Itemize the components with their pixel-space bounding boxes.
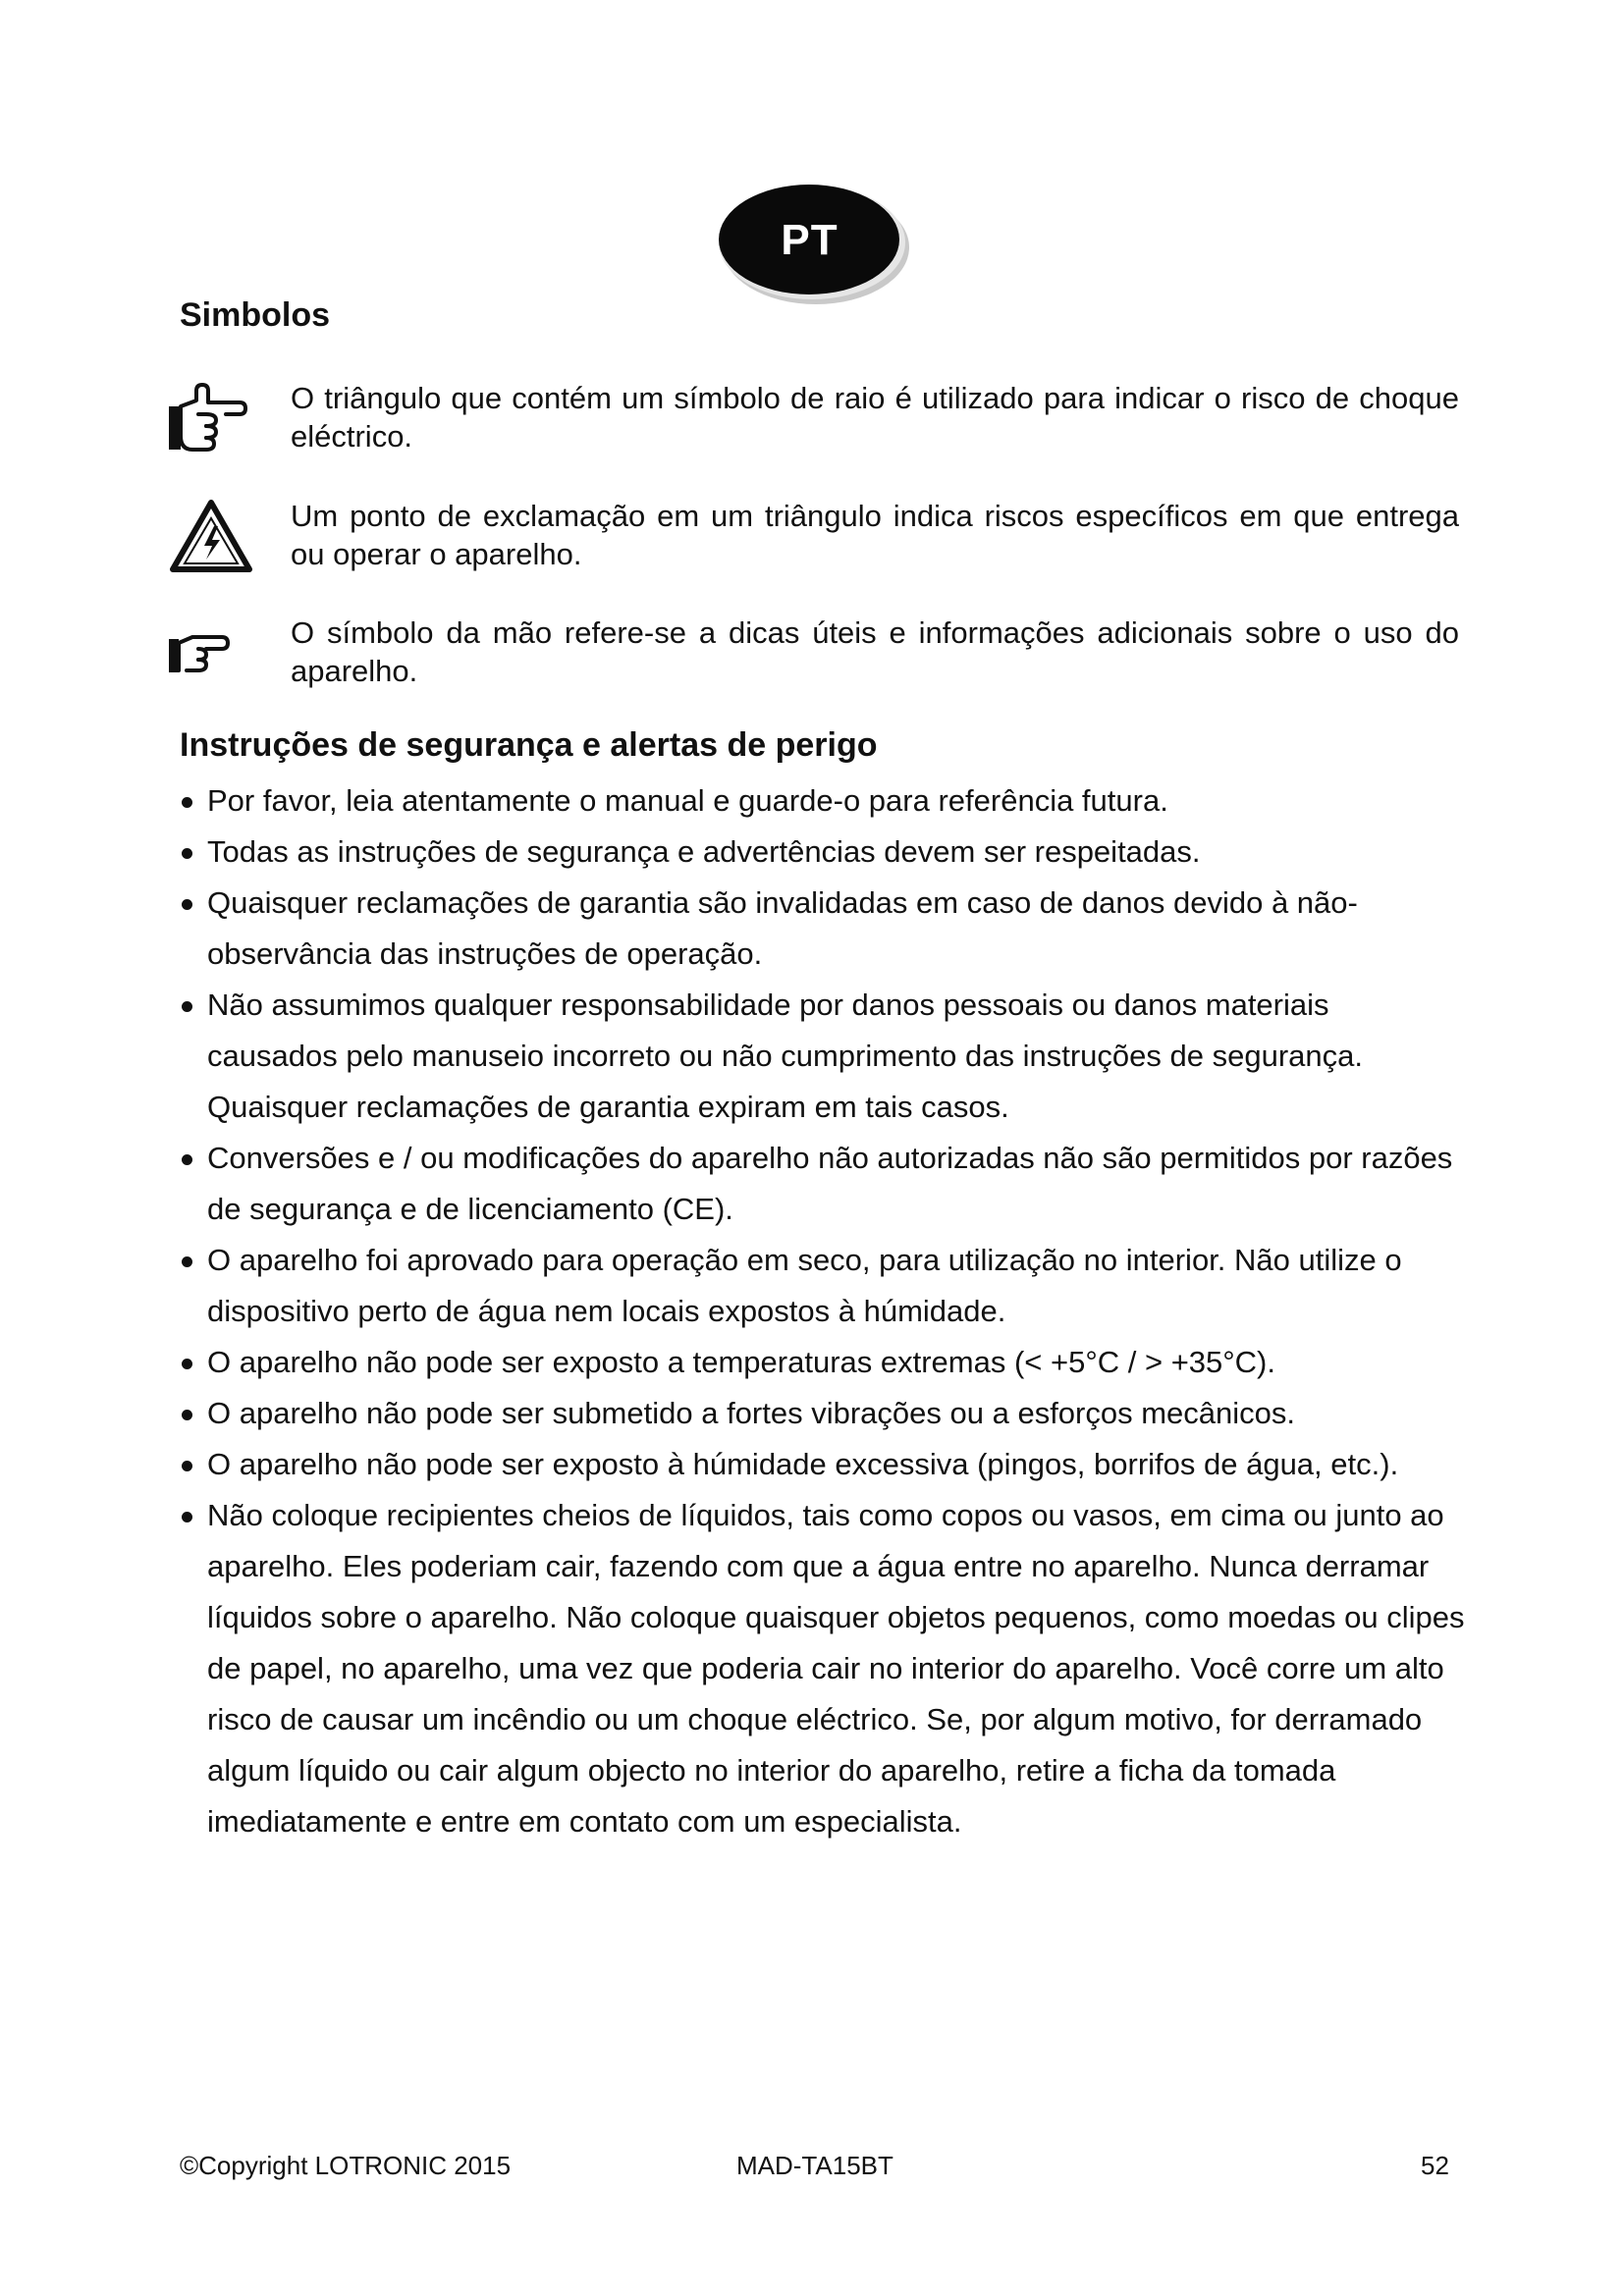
lightning-triangle-icon bbox=[167, 379, 255, 457]
language-badge bbox=[714, 183, 915, 312]
bullet-icon bbox=[182, 848, 192, 859]
safety-item-text: Todas as instruções de segurança e advertências devem ser respeitadas. bbox=[207, 834, 1201, 869]
safety-item-text: Por favor, leia atentamente o manual e guarde-o para referência futura. bbox=[207, 783, 1168, 818]
safety-item-text: Não assumimos qualquer responsabilidade por danos pessoais ou danos materiais causados pelo manuseio incorreto ou não cumprimento das instruções de segurança. Quaisquer reclamações de garantia expiram em tais casos. bbox=[207, 988, 1363, 1124]
safety-item bbox=[180, 1490, 1466, 1847]
safety-item bbox=[180, 1388, 1466, 1439]
symbol-description-hand: O símbolo da mão refere-se a dicas úteis e informações adicionais sobre o uso do aparelho. bbox=[291, 615, 1459, 688]
safety-item bbox=[180, 827, 1466, 878]
safety-item bbox=[180, 1133, 1466, 1235]
language-code: PT bbox=[781, 216, 839, 264]
symbol-description-lightning: O triângulo que contém um símbolo de raio é utilizado para indicar o risco de choque eléctrico. bbox=[291, 381, 1459, 454]
bullet-icon bbox=[182, 1256, 192, 1267]
bullet-icon bbox=[182, 1001, 192, 1012]
symbols-heading: Simbolos bbox=[180, 296, 331, 334]
footer-page-number: 52 bbox=[1421, 2151, 1449, 2180]
safety-list bbox=[180, 775, 1466, 1847]
bullet-icon bbox=[182, 1359, 192, 1369]
bullet-icon bbox=[182, 1154, 192, 1165]
bullet-icon bbox=[182, 1512, 192, 1522]
symbol-description-exclamation: Um ponto de exclamação em um triângulo indica riscos específicos em que entrega ou operar o aparelho. bbox=[291, 499, 1459, 571]
safety-item-text: Conversões e / ou modificações do aparelho não autorizadas não são permitidos por razões de segurança e de licenciamento (CE). bbox=[207, 1141, 1453, 1226]
safety-item bbox=[180, 1235, 1466, 1337]
safety-item bbox=[180, 1439, 1466, 1490]
safety-item bbox=[180, 878, 1466, 980]
bullet-icon bbox=[182, 797, 192, 808]
safety-item-text: O aparelho não pode ser submetido a fortes vibrações ou a esforços mecânicos. bbox=[207, 1396, 1296, 1430]
safety-heading: Instruções de segurança e alertas de perigo bbox=[180, 726, 878, 764]
safety-item-text: Quaisquer reclamações de garantia são invalidadas em caso de danos devido à não-observância das instruções de operação. bbox=[207, 885, 1358, 971]
safety-item-text: O aparelho não pode ser exposto a temperaturas extremas (< +5°C / > +35°C). bbox=[207, 1345, 1275, 1379]
bullet-icon bbox=[182, 1410, 192, 1420]
safety-item bbox=[180, 980, 1466, 1133]
safety-item-text: O aparelho não pode ser exposto à húmidade excessiva (pingos, borrifos de água, etc.). bbox=[207, 1447, 1399, 1481]
safety-item bbox=[180, 1337, 1466, 1388]
footer-copyright: ©Copyright LOTRONIC 2015 bbox=[180, 2151, 512, 2180]
safety-item-text: Não coloque recipientes cheios de líquidos, tais como copos ou vasos, em cima ou junto ao aparelho. Eles poderiam cair, fazendo com que a água entre no aparelho. Nunca derramar líquidos sobre o aparelho. Não coloque quaisquer objetos pequenos, como moedas ou clipes de papel, no aparelho, uma vez que poderia cair no interior do aparelho. Você corre um alto risco de causar um incêndio ou um choque eléctrico. Se, por algum motivo, for derramado algum líquido ou cair algum objecto no interior do aparelho, retire a ficha da tomada imediatamente e entre em contato com um especialista. bbox=[207, 1498, 1465, 1839]
bullet-icon bbox=[182, 1461, 192, 1471]
pointing-hand-icon bbox=[167, 629, 255, 708]
safety-item bbox=[180, 775, 1466, 827]
bullet-icon bbox=[182, 899, 192, 910]
footer-model: MAD-TA15BT bbox=[736, 2151, 893, 2180]
exclamation-triangle-icon bbox=[167, 497, 255, 575]
safety-item-text: O aparelho foi aprovado para operação em seco, para utilização no interior. Não utilize o dispositivo perto de água nem locais expostos à húmidade. bbox=[207, 1243, 1402, 1328]
